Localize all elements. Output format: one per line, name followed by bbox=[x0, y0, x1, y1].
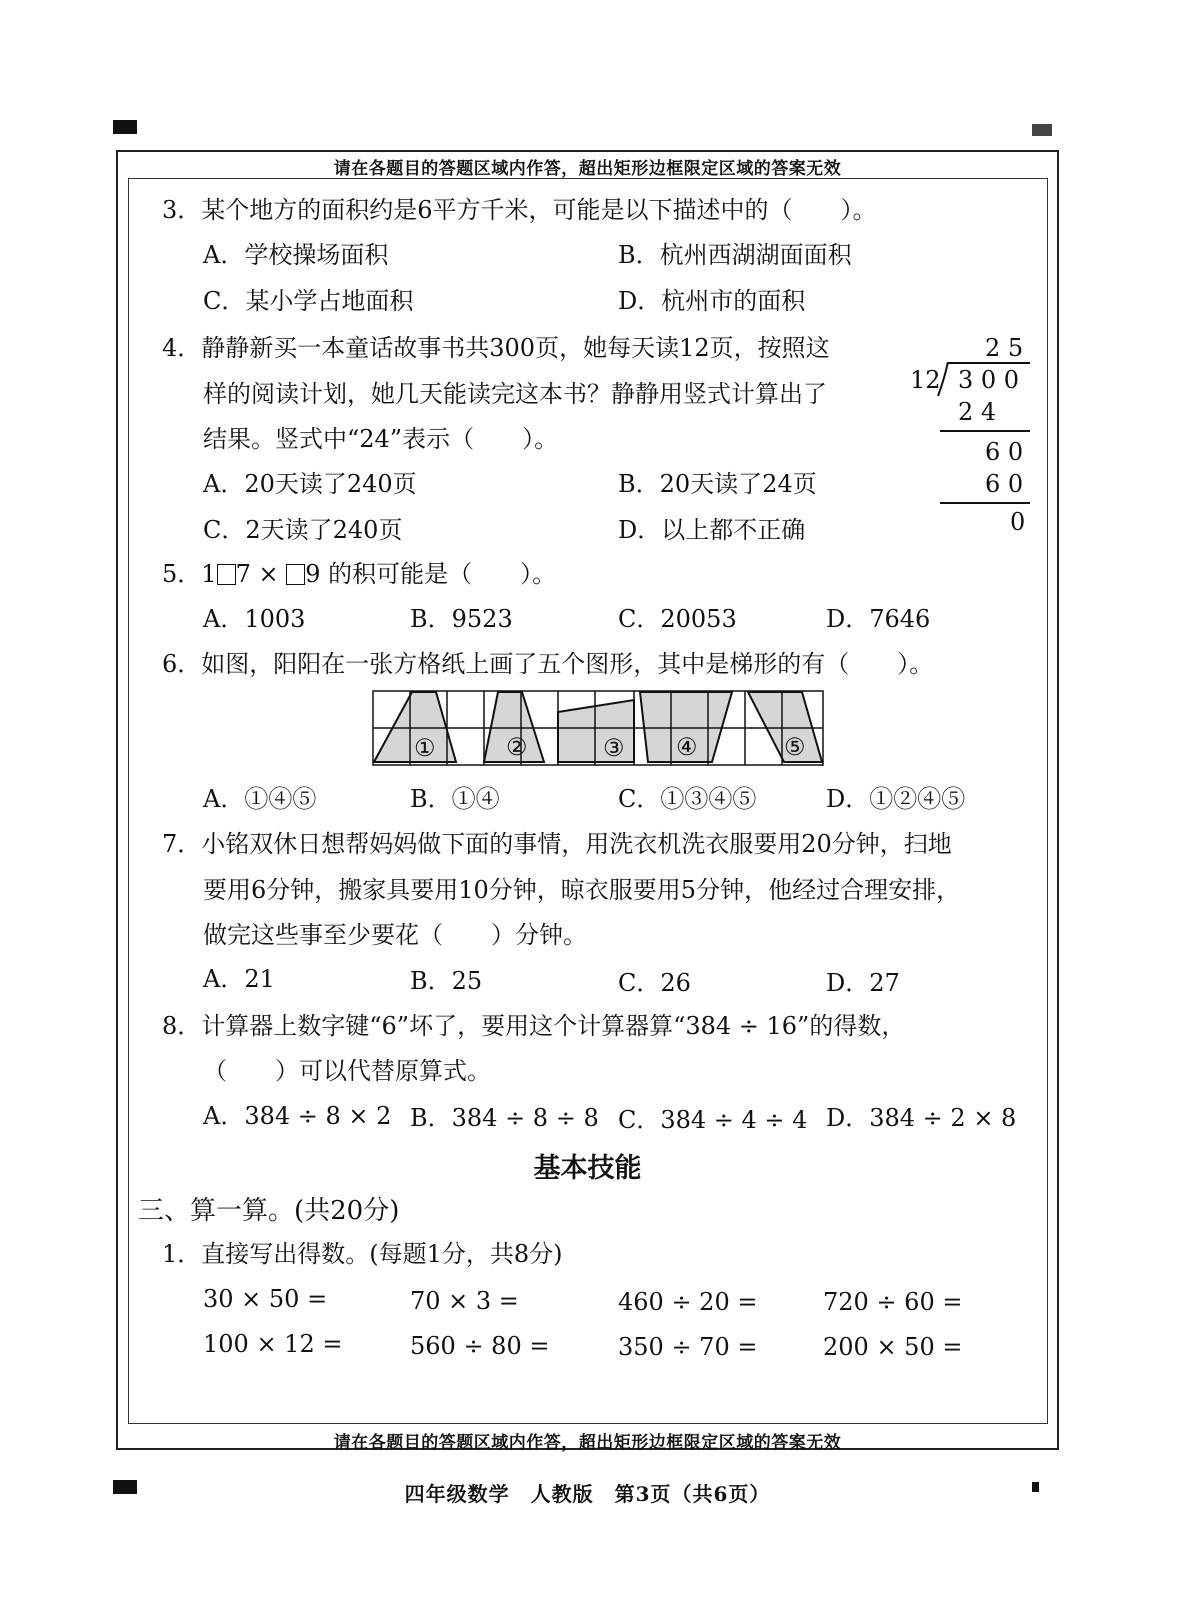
q6-shape-label-3: ③ bbox=[603, 734, 625, 762]
notice-top: 请在各题目的答题区域内作答，超出矩形边框限定区域的答案无效 bbox=[333, 159, 842, 179]
q6-text: 6．如图，阳阳在一张方格纸上画了五个图形，其中是梯形的有（ ）。 bbox=[162, 650, 934, 678]
q8-line2: （ ）可以代替原算式。 bbox=[203, 1057, 491, 1085]
q6-option-d: D．①②④⑤ bbox=[826, 785, 966, 813]
q7-option-c: C．26 bbox=[618, 969, 691, 997]
q7-line3: 做完这些事至少要花（ ）分钟。 bbox=[203, 921, 587, 949]
q4-option-c: C．2天读了240页 bbox=[203, 516, 403, 544]
section-title-basic-skills: 基本技能 bbox=[533, 1153, 642, 1184]
q6-shape-label-5: ⑤ bbox=[784, 733, 806, 761]
q5-part-2: 7 × bbox=[235, 560, 287, 588]
q4-line1: 4．静静新买一本童话故事书共300页，她每天读12页，按照这 bbox=[162, 334, 830, 362]
q7-line1: 7．小铭双休日想帮妈妈做下面的事情，用洗衣机洗衣服要用20分钟，扫地 bbox=[162, 830, 952, 858]
division-line-2 bbox=[940, 502, 1030, 504]
calc-item-6: 560 ÷ 80 = bbox=[410, 1332, 550, 1360]
section-3-question-1: 1．直接写出得数。(每题1分，共8分) bbox=[162, 1240, 563, 1268]
division-remainder: 0 bbox=[1010, 508, 1026, 536]
q7-option-d: D．27 bbox=[826, 969, 900, 997]
notice-bottom: 请在各题目的答题区域内作答，超出矩形边框限定区域的答案无效 bbox=[333, 1433, 842, 1453]
q3-option-d: D．杭州市的面积 bbox=[618, 287, 806, 315]
q8-option-d: D．384 ÷ 2 × 8 bbox=[826, 1104, 1017, 1132]
q5-blank-box-1 bbox=[217, 564, 236, 585]
q4-line2: 样的阅读计划，她几天能读完这本书？静静用竖式计算出了 bbox=[203, 380, 827, 408]
q5-part-3: 9 的积可能是（ ）。 bbox=[305, 560, 557, 588]
division-bar bbox=[948, 362, 1030, 364]
q5-option-b: B．9523 bbox=[410, 605, 513, 633]
division-line-1 bbox=[940, 430, 1030, 432]
registration-mark-top-left bbox=[113, 120, 137, 134]
division-divisor: 12 bbox=[910, 366, 941, 394]
calc-item-1: 30 × 50 = bbox=[203, 1285, 328, 1313]
q3-option-c: C．某小学占地面积 bbox=[203, 287, 414, 315]
q3-text: 3．某个地方的面积约是6平方千米，可能是以下描述中的（ ）。 bbox=[162, 196, 877, 224]
q5-option-d: D．7646 bbox=[826, 605, 931, 633]
q6-option-b: B．①④ bbox=[410, 785, 500, 813]
q6-option-a: A．①④⑤ bbox=[203, 785, 317, 813]
calc-item-5: 100 × 12 = bbox=[203, 1330, 343, 1358]
q4-line3: 结果。竖式中“24”表示（ ）。 bbox=[203, 425, 559, 453]
q6-grid-figure bbox=[372, 690, 824, 766]
q7-option-a: A．21 bbox=[203, 965, 275, 993]
calc-item-7: 350 ÷ 70 = bbox=[618, 1333, 758, 1361]
calc-item-4: 720 ÷ 60 = bbox=[823, 1288, 963, 1316]
q5-text bbox=[162, 560, 556, 588]
q4-option-d: D．以上都不正确 bbox=[618, 516, 806, 544]
q6-shape-label-1: ① bbox=[414, 734, 436, 762]
division-step-1: 2 4 bbox=[958, 398, 997, 426]
registration-mark-top-right bbox=[1032, 124, 1052, 136]
page-footer: 四年级数学 人教版 第3页（共6页） bbox=[404, 1482, 771, 1506]
q8-line1: 8．计算器上数字键“6”坏了，要用这个计算器算“384 ÷ 16”的得数， bbox=[162, 1012, 906, 1040]
q7-option-b: B．25 bbox=[410, 967, 483, 995]
q7-line2: 要用6分钟，搬家具要用10分钟，晾衣服要用5分钟，他经过合理安排， bbox=[203, 876, 961, 904]
q4-option-a: A．20天读了240页 bbox=[203, 470, 417, 498]
q6-shape-label-2: ② bbox=[506, 733, 528, 761]
calc-item-8: 200 × 50 = bbox=[823, 1333, 963, 1361]
q5-option-c: C．20053 bbox=[618, 605, 737, 633]
division-step-3: 6 0 bbox=[985, 470, 1024, 498]
calc-item-2: 70 × 3 = bbox=[410, 1287, 519, 1315]
q8-option-b: B．384 ÷ 8 ÷ 8 bbox=[410, 1104, 599, 1132]
q8-option-c: C．384 ÷ 4 ÷ 4 bbox=[618, 1106, 808, 1134]
calc-item-3: 460 ÷ 20 = bbox=[618, 1288, 758, 1316]
q5-option-a: A．1003 bbox=[203, 605, 306, 633]
q6-option-c: C．①③④⑤ bbox=[618, 785, 757, 813]
q3-option-b: B．杭州西湖湖面面积 bbox=[618, 241, 852, 269]
q5-blank-box-2 bbox=[286, 564, 305, 585]
division-step-2: 6 0 bbox=[985, 438, 1024, 466]
q4-option-b: B．20天读了24页 bbox=[618, 470, 817, 498]
q3-option-a: A．学校操场面积 bbox=[203, 241, 389, 269]
q5-number: 5． bbox=[162, 560, 202, 588]
q5-part-1: 1 bbox=[201, 560, 217, 588]
q8-option-a: A．384 ÷ 8 × 2 bbox=[203, 1102, 392, 1130]
division-dividend: 3 0 0 bbox=[958, 366, 1020, 394]
section-3-heading: 三、算一算。(共20分) bbox=[138, 1196, 400, 1226]
division-quotient: 2 5 bbox=[985, 334, 1024, 362]
q6-shape-label-4: ④ bbox=[676, 733, 698, 761]
